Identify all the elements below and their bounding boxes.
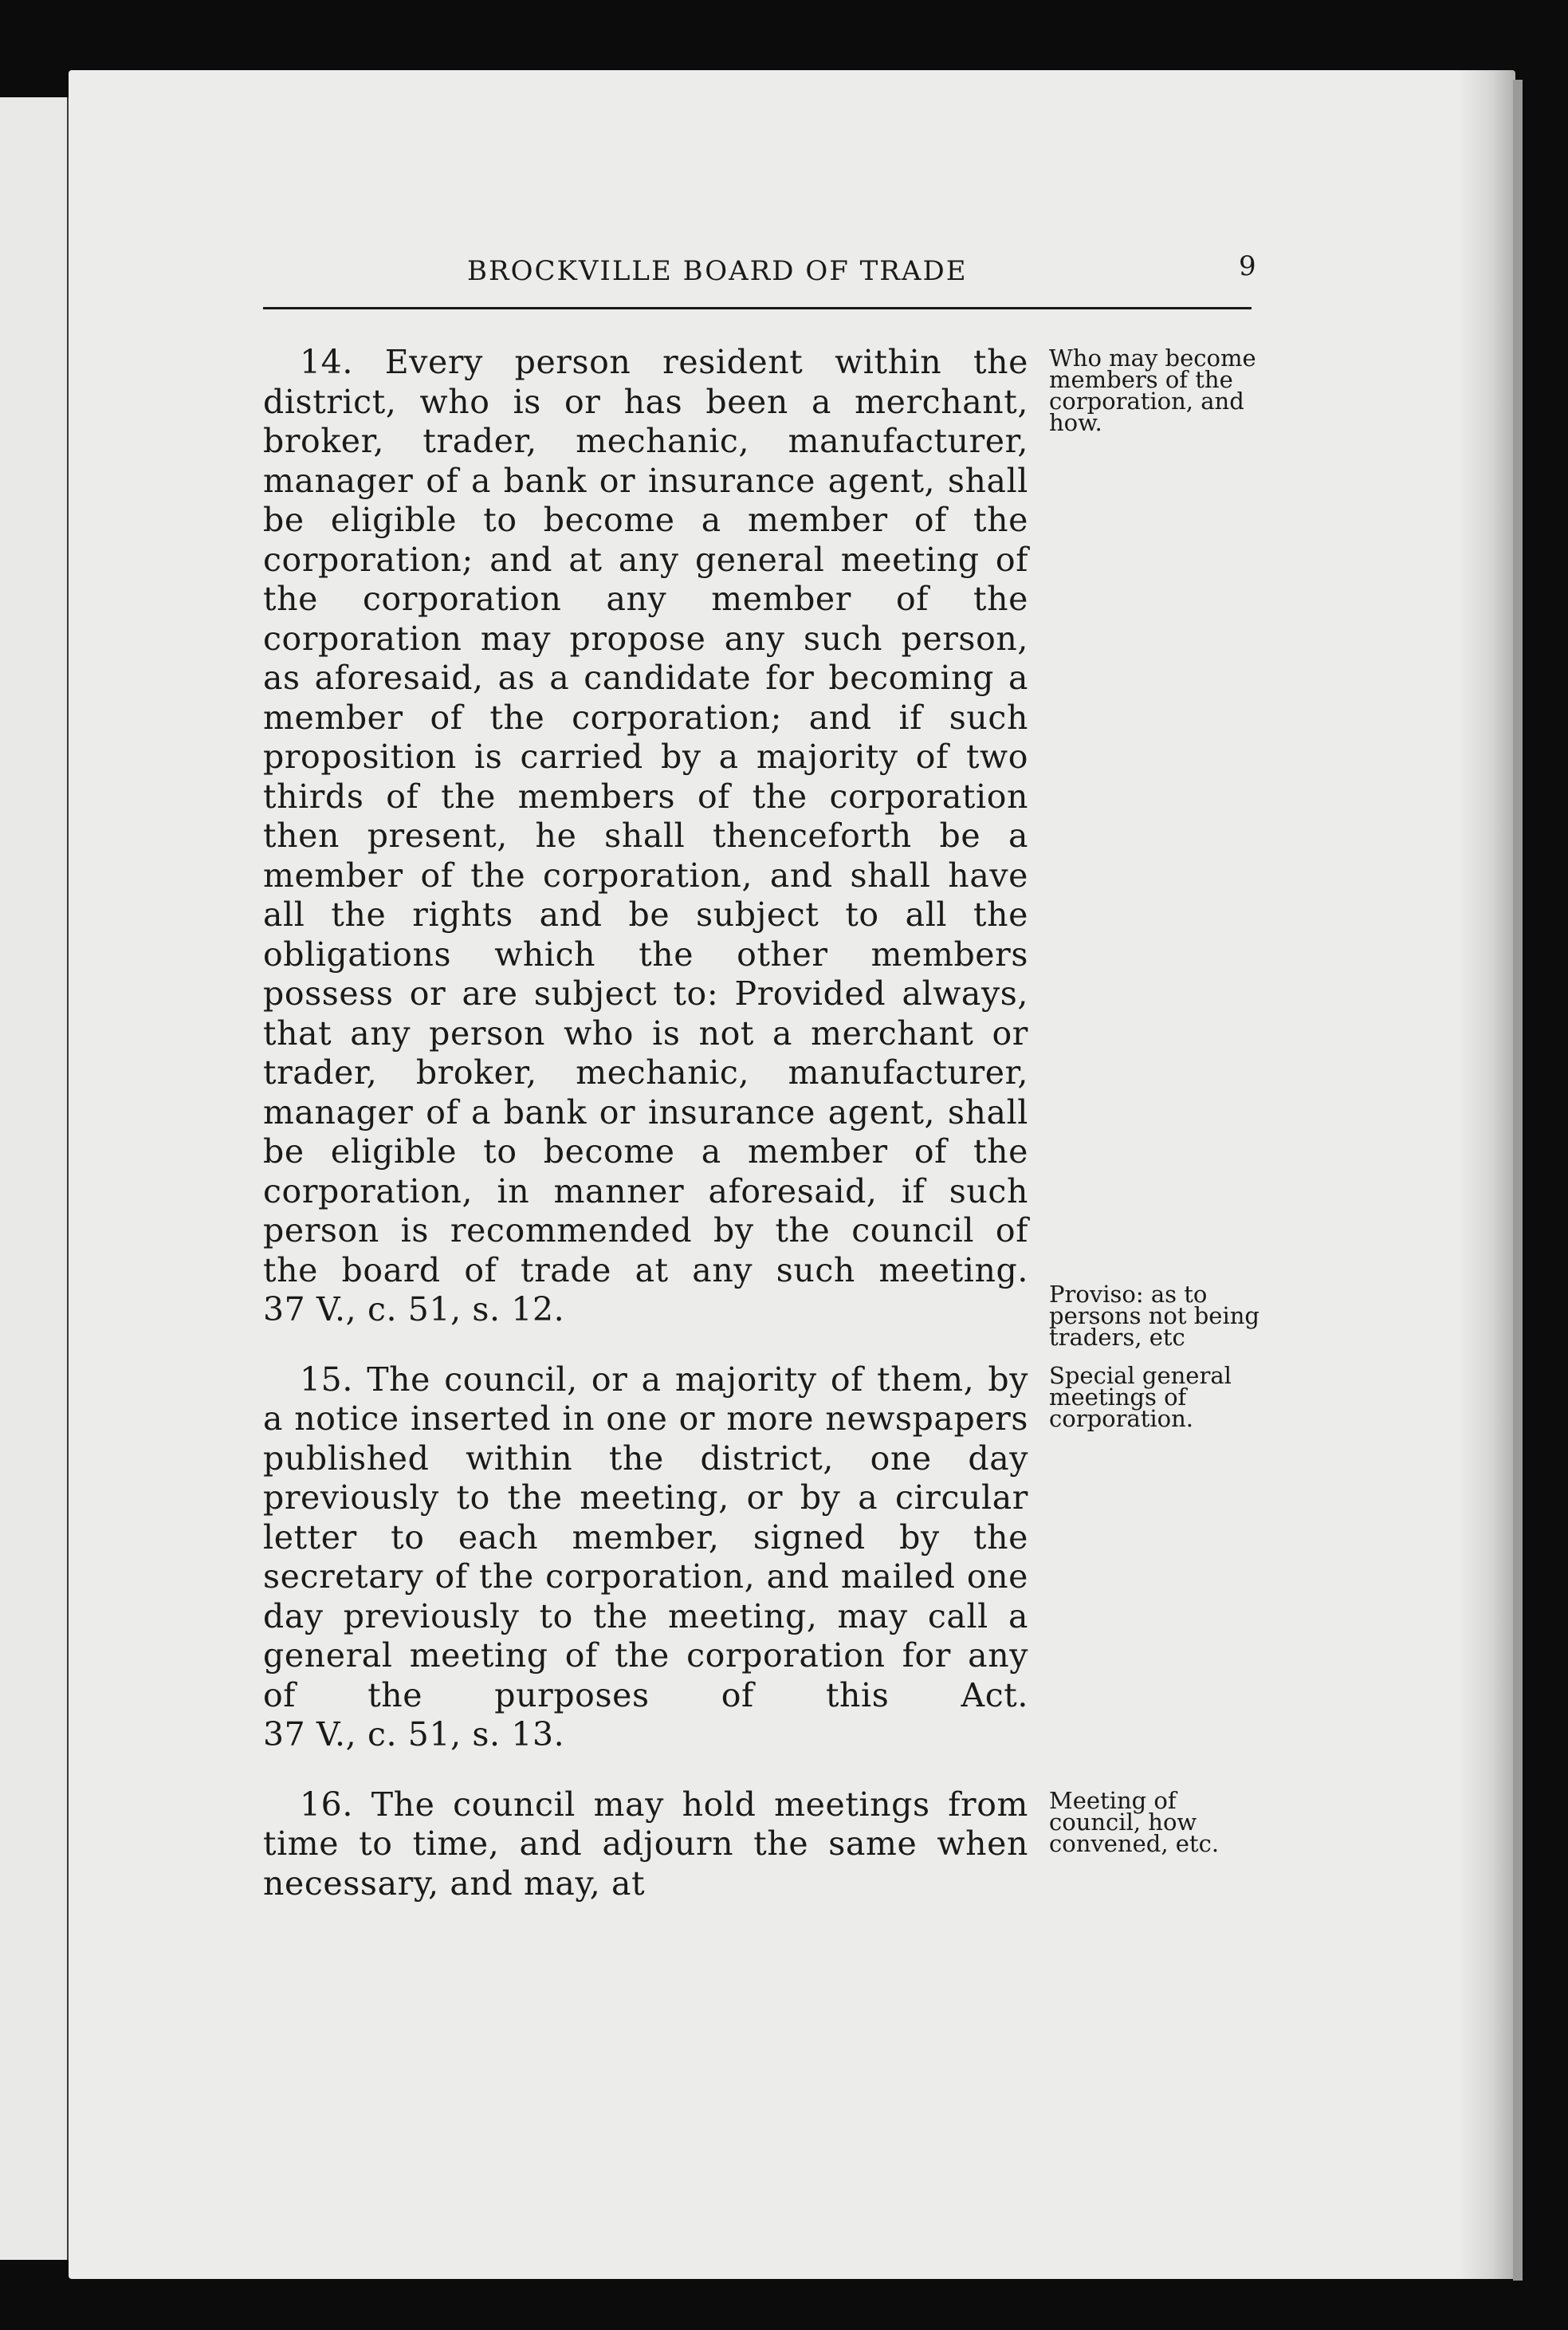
page-stack-edge [1513,80,1523,2281]
marginal-note: Who may become members of the corporation, and how. [1049,344,1256,436]
head-rule [263,307,1252,309]
section-text [263,1360,1028,1755]
page-number: 9 [1239,250,1256,282]
section-citation: 37 V., c. 51, s. 13. [263,1715,565,1753]
section-14 [263,343,1283,1351]
running-head [263,250,1283,311]
marginal-note-proviso: Proviso: as to persons not being traders, etc [1049,1281,1260,1351]
section-16 [263,1785,1283,1904]
left-page-edge [0,97,75,2260]
page-curl-shadow [1459,70,1515,2279]
section-citation: 37 V., c. 51, s. 12. [263,1290,565,1328]
section-number: 15. [300,1360,354,1399]
section-body: The council, or a majority of them, by a notice inserted in one or more newspapers published within the district, one day previously to the meeting, or by a circular letter to each member, signed by the secretary of the corporation, and mailed one day previously to the meeting, may call a general meeting of the corporation for any of the purposes of this Act. [263,1360,1028,1714]
section-15 [263,1360,1283,1755]
page-content [263,250,1283,1903]
running-head-title: BROCKVILLE BOARD OF TRADE [467,255,968,287]
section-number: 14. [300,343,354,381]
section-body: The council may hold meetings from time to time, and adjourn the same when necessary, and may, at [263,1785,1028,1903]
section-text [263,343,1028,1330]
section-body: Every person resident within the district, who is or has been a merchant, broker, trader, mechanic, manufacturer, manager of a bank or insurance agent, shall be eligible to become a member of the corporation; and at any general meeting of the corporation any member of the corporation may propose any such person, as aforesaid, as a candidate for becoming a member of the corporation; and if such proposition is carried by a majority of two thirds of the members of the corporation then present, he shall thenceforth be a member of the corporation, and shall have all the rights and be subject to all the obligations which the other members possess or are subject to: Provided always, that any person who is not a merchant or trader, broker, mechanic, manufacturer, manager of a bank or insurance agent, shall be eligible to become a member of the corporation, in manner aforesaid, if such person is recommended by the council of the board of trade at any such meeting. [263,343,1028,1289]
section-text [263,1785,1028,1904]
section-number: 16. [300,1785,354,1824]
marginal-note: Special general meetings of corporation. [1049,1361,1232,1432]
marginal-note: Meeting of council, how convened, etc. [1049,1786,1220,1857]
